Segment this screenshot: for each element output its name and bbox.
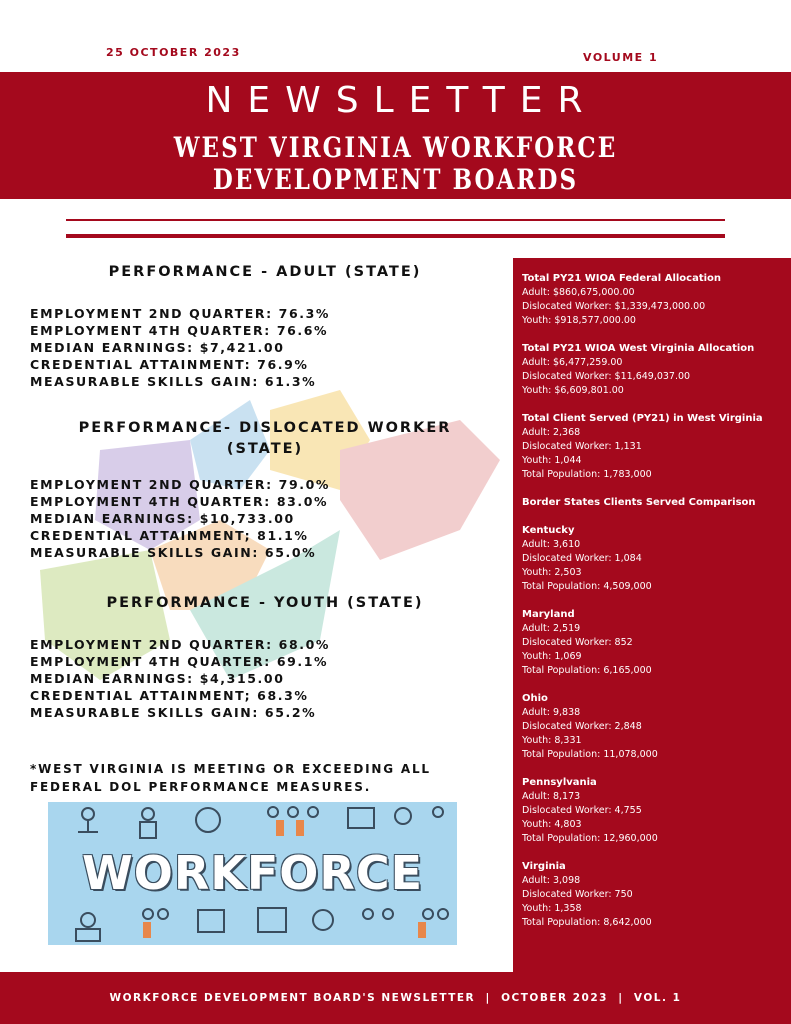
block-line: Dislocated Worker: $1,339,473,000.00 xyxy=(522,301,706,312)
block-line: Adult: $6,477,259.00 xyxy=(522,357,623,368)
allocation-sidebar xyxy=(513,258,791,976)
federal-allocation xyxy=(522,272,791,328)
performance-column xyxy=(30,262,500,721)
block-title: Pennsylvania xyxy=(522,777,597,788)
performance-dislocated-section xyxy=(30,418,500,561)
stat-line: EMPLOYMENT 2ND QUARTER: 68.0% xyxy=(30,637,331,652)
block-line: Adult: 2,368 xyxy=(522,427,581,438)
stat-line: EMPLOYMENT 2ND QUARTER: 76.3% xyxy=(30,306,331,321)
stat-list xyxy=(30,636,500,721)
masthead-title: NEWSLETTER xyxy=(205,80,598,121)
block-title: Total Client Served (PY21) in West Virginia xyxy=(522,413,763,424)
workforce-word: WORKFORCE xyxy=(81,846,424,900)
organization-name-line2: DEVELOPMENT BOARDS xyxy=(212,163,579,196)
block-line: Total Population: 1,783,000 xyxy=(522,469,652,480)
stat-line: CREDENTIAL ATTAINMENT; 81.1% xyxy=(30,528,309,543)
block-line: Youth: $6,609,801.00 xyxy=(522,385,624,396)
block-line: Youth: 4,803 xyxy=(522,819,582,830)
stat-line: EMPLOYMENT 4TH QUARTER: 69.1% xyxy=(30,654,329,669)
stat-line: MEDIAN EARNINGS: $4,315.00 xyxy=(30,671,285,686)
block-line: Dislocated Worker: 852 xyxy=(522,637,633,648)
block-line: Dislocated Worker: 1,131 xyxy=(522,441,642,452)
block-line: Total Population: 12,960,000 xyxy=(522,833,658,844)
block-line: Dislocated Worker: $11,649,037.00 xyxy=(522,371,691,382)
section-title: PERFORMANCE- DISLOCATED WORKER (STATE) xyxy=(78,420,452,457)
stat-line: EMPLOYMENT 4TH QUARTER: 83.0% xyxy=(30,494,329,509)
state-kentucky xyxy=(522,524,791,594)
block-line: Youth: 1,044 xyxy=(522,455,582,466)
block-line: Total Population: 8,642,000 xyxy=(522,917,652,928)
section-title: PERFORMANCE - ADULT (STATE) xyxy=(108,264,422,280)
stat-line: MEASURABLE SKILLS GAIN: 65.2% xyxy=(30,705,317,720)
performance-adult-section xyxy=(30,262,500,390)
divider-thin xyxy=(66,219,725,221)
block-title: Total PY21 WIOA Federal Allocation xyxy=(522,273,722,284)
block-line: Total Population: 4,509,000 xyxy=(522,581,652,592)
stat-line: CREDENTIAL ATTAINMENT; 68.3% xyxy=(30,688,309,703)
block-title: Total PY21 WIOA West Virginia Allocation xyxy=(522,343,755,354)
block-title: Virginia xyxy=(522,861,566,872)
block-line: Adult: 2,519 xyxy=(522,623,581,634)
issue-date: 25 OCTOBER 2023 xyxy=(106,46,241,59)
stat-line: EMPLOYMENT 2ND QUARTER: 79.0% xyxy=(30,477,331,492)
block-title: Maryland xyxy=(522,609,575,620)
divider-thick xyxy=(66,234,725,238)
stat-line: MEASURABLE SKILLS GAIN: 65.0% xyxy=(30,545,317,560)
state-maryland xyxy=(522,608,791,678)
block-line: Adult: 8,173 xyxy=(522,791,581,802)
stat-line: CREDENTIAL ATTAINMENT: 76.9% xyxy=(30,357,309,372)
organization-name xyxy=(71,132,720,196)
block-line: Adult: 3,098 xyxy=(522,875,581,886)
block-line: Adult: $860,675,000.00 xyxy=(522,287,635,298)
block-line: Youth: 2,503 xyxy=(522,567,582,578)
volume-label: VOLUME 1 xyxy=(583,51,659,64)
block-title: Ohio xyxy=(522,693,548,704)
performance-note: *WEST VIRGINIA IS MEETING OR EXCEEDING ALL FEDERAL DOL PERFORMANCE MEASURES. xyxy=(30,762,431,794)
block-title: Kentucky xyxy=(522,525,575,536)
performance-youth-section xyxy=(30,593,500,721)
block-line: Adult: 3,610 xyxy=(522,539,581,550)
stat-line: EMPLOYMENT 4TH QUARTER: 76.6% xyxy=(30,323,329,338)
stat-list xyxy=(30,305,500,390)
state-ohio xyxy=(522,692,791,762)
wv-clients-served xyxy=(522,412,791,482)
block-line: Dislocated Worker: 4,755 xyxy=(522,805,642,816)
block-line: Youth: $918,577,000.00 xyxy=(522,315,636,326)
block-line: Youth: 1,069 xyxy=(522,651,582,662)
block-line: Youth: 1,358 xyxy=(522,903,582,914)
workforce-illustration xyxy=(48,802,457,945)
stat-line: MEDIAN EARNINGS: $10,733.00 xyxy=(30,511,295,526)
page-footer: WORKFORCE DEVELOPMENT BOARD'S NEWSLETTER | OCTOBER 2023 | VOL. 1 xyxy=(0,972,791,1024)
block-line: Adult: 9,838 xyxy=(522,707,581,718)
section-title: PERFORMANCE - YOUTH (STATE) xyxy=(106,595,424,611)
state-pennsylvania xyxy=(522,776,791,846)
masthead-banner xyxy=(0,72,791,199)
block-line: Total Population: 11,078,000 xyxy=(522,749,658,760)
block-line: Dislocated Worker: 750 xyxy=(522,889,633,900)
stat-line: MEDIAN EARNINGS: $7,421.00 xyxy=(30,340,285,355)
block-line: Dislocated Worker: 1,084 xyxy=(522,553,642,564)
wv-allocation xyxy=(522,342,791,398)
state-virginia xyxy=(522,860,791,930)
comparison-title: Border States Clients Served Comparison xyxy=(522,497,756,508)
block-line: Youth: 8,331 xyxy=(522,735,582,746)
stat-line: MEASURABLE SKILLS GAIN: 61.3% xyxy=(30,374,317,389)
block-line: Total Population: 6,165,000 xyxy=(522,665,652,676)
block-line: Dislocated Worker: 2,848 xyxy=(522,721,642,732)
stat-list xyxy=(30,476,500,561)
organization-name-line1: WEST VIRGINIA WORKFORCE xyxy=(173,131,618,164)
